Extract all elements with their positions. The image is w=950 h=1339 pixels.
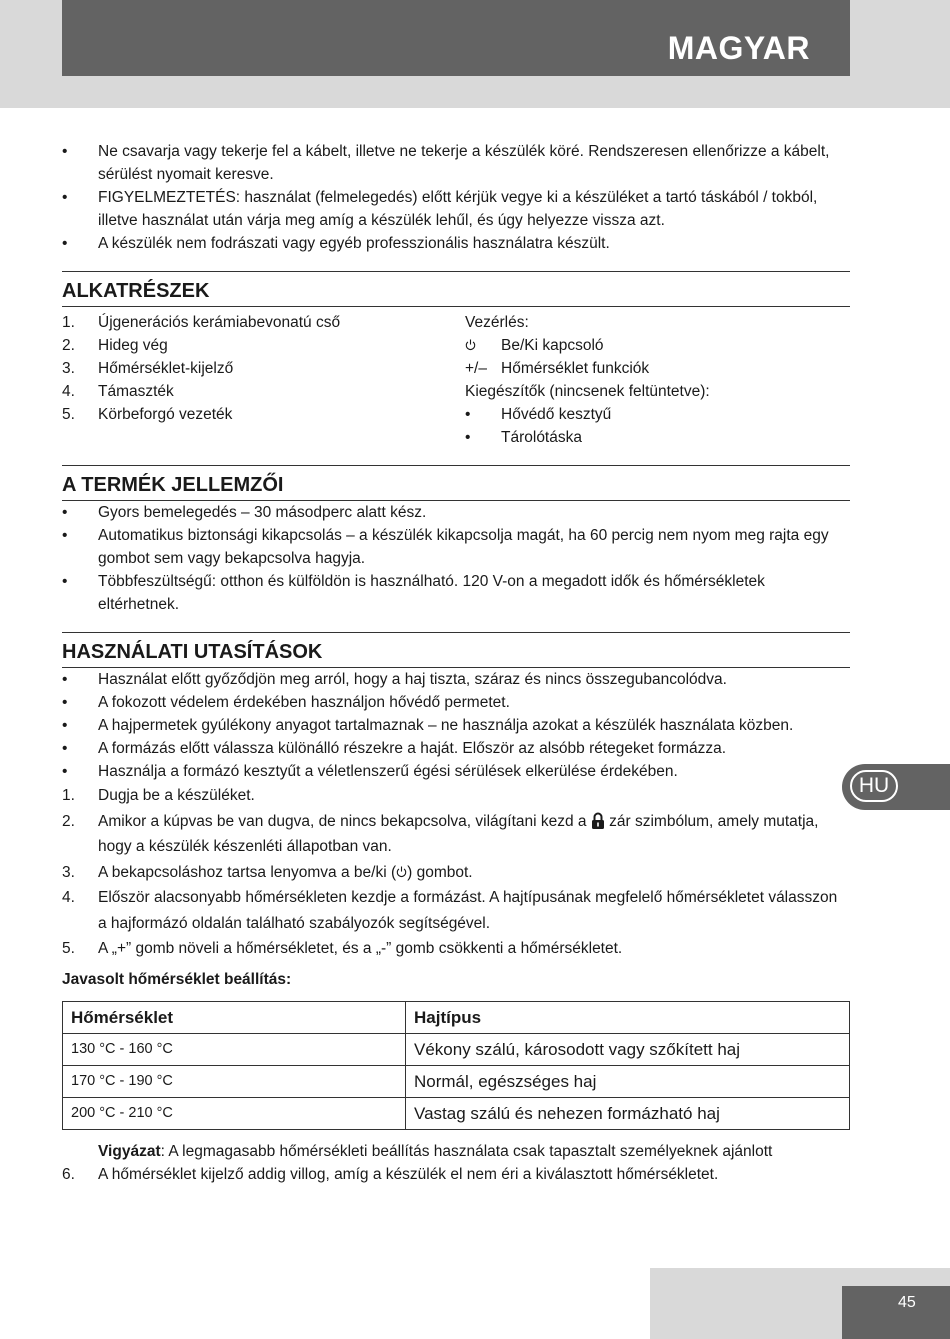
table-header-row [63,1001,850,1033]
bullet-marker: • [62,143,68,160]
list-item: 2. Hideg vég [62,337,168,354]
table-cell: Normál, egészséges haj [406,1065,850,1097]
list-item: • Használat előtt győződjön meg arról, hogy a haj tiszta, száraz és nincs összegubancolódva. [62,668,850,691]
list-item: • A hajpermetek gyúlékony anyagot tartalmaznak – ne használja azokat a készülék használata közben. [62,714,850,737]
step-item: 1. Dugja be a készüléket. [62,787,255,804]
language-title: MAGYAR [667,30,810,66]
parts-section [62,311,850,449]
plus-minus-symbol: +/– [465,360,487,377]
controls-list [465,311,850,449]
list-item: 4. Támaszték [62,383,174,400]
table-cell: 200 °C - 210 °C [63,1097,406,1129]
instructions-bullet-list [62,668,850,783]
power-icon [465,334,476,357]
step-item: 4. Először alacsonyabb hőmérsékleten kezdje a formázást. A hajtípusának megfelelő hőmérsékletet válasszon a hajformázó oldalán található szabályozók segítségével. [62,889,838,932]
list-item: • Többfeszültségű: otthon és külföldön is használható. 120 V-on a megadott idők és hőmérsékletek eltérhetnek. [62,570,850,616]
list-item: • A fokozott védelem érdekében használjon hővédő permetet. [62,691,850,714]
accessories-label: Kiegészítők (nincsenek feltüntetve): [465,383,710,400]
list-item: • A készülék nem fodrászati vagy egyéb professzionális használatra készült. [62,232,850,255]
table-row [63,1033,850,1065]
power-control-row: Be/Ki kapcsoló [465,334,850,357]
instructions-steps [62,783,850,962]
instructions-steps-continued [62,1163,850,1186]
table-cell: Vastag szálú és nehezen formázható haj [406,1097,850,1129]
list-item: • Automatikus biztonsági kikapcsolás – a készülék kikapcsolja magát, ha 60 percig nem nyom meg rajta egy gombot sem vagy bekapcsolva hagyja. [62,524,850,570]
bullet-marker: • [62,235,68,252]
bullet-marker: • [62,717,68,734]
list-item: • A formázás előtt válassza különálló részekre a haját. Először az alsóbb rétegeket formázza. [62,737,850,760]
temperature-table [62,1001,850,1130]
bullet-marker: • [62,189,68,206]
step-item: 2. Amikor a kúpvas be van dugva, de nincs bekapcsolva, világítani kezd a zár szimbólum, amely mutatja, hogy a készülék készenléti állapotban van. [62,812,819,855]
power-icon [396,864,407,881]
bullet-marker: • [62,740,68,757]
section-heading-instructions: HASZNÁLATI UTASÍTÁSOK [62,632,850,668]
page-number: 45 [898,1294,916,1311]
lock-icon [591,813,605,830]
list-item: • Hővédő kesztyű [465,403,850,426]
controls-label: Vezérlés: [465,314,529,331]
bullet-marker: • [465,429,471,446]
parts-list [62,311,465,449]
table-row [63,1065,850,1097]
section-heading-features: A TERMÉK JELLEMZŐI [62,465,850,501]
list-item: • Használja a formázó kesztyűt a véletlenszerű égési sérülések elkerülése érdekében. [62,760,850,783]
table-cell: 170 °C - 190 °C [63,1065,406,1097]
list-item: • Gyors bemelegedés – 30 másodperc alatt kész. [62,501,850,524]
features-list [62,501,850,616]
language-code: HU [850,770,898,802]
step-item: 3. A bekapcsoláshoz tartsa lenyomva a be/ki ( ) gombot. [62,863,473,881]
step-item: 6. A hőmérséklet kijelző addig villog, amíg a készülék el nem éri a kiválasztott hőmérsékletet. [62,1165,719,1183]
step-item: 5. A „+” gomb növeli a hőmérsékletet, és a „-” gomb csökkenti a hőmérsékletet. [62,940,623,957]
header-bar [62,0,850,76]
table-header-cell: Hőmérséklet [63,1001,406,1033]
list-item: • Ne csavarja vagy tekerje fel a kábelt, illetve ne tekerje a készülék köré. Rendszeresen ellenőrizze a kábelt, sérülést nyomait keresve. [62,140,850,186]
temperature-control-row: +/– Hőmérséklet funkciók [465,357,850,380]
table-header-cell: Hajtípus [406,1001,850,1033]
page-number-box [842,1286,950,1339]
page-content [62,140,850,1186]
intro-bullet-list [62,140,850,255]
bullet-marker: • [62,763,68,780]
table-cell: Vékony szálú, károsodott vagy szőkített haj [406,1033,850,1065]
table-row [63,1097,850,1129]
bullet-marker: • [62,504,68,521]
list-item: • Tárolótáska [465,426,850,449]
list-item: • FIGYELMEZTETÉS: használat (felmelegedés) előtt kérjük vegye ki a készüléket a tartó táskából / tokból, illetve használat után várja meg amíg a készülék lehűl, és úgy helyezze vissza azt. [62,186,850,232]
bullet-marker: • [62,527,68,544]
list-item: 3. Hőmérséklet-kijelző [62,360,234,377]
bullet-marker: • [62,694,68,711]
list-item: 5. Körbeforgó vezeték [62,406,233,423]
recommended-temp-heading: Javasolt hőmérséklet beállítás: [62,970,292,988]
bullet-marker: • [62,573,68,590]
bullet-marker: • [62,671,68,688]
language-side-tab [842,764,950,810]
list-item: 1. Újgenerációs kerámiabevonatú cső [62,314,341,331]
table-cell: 130 °C - 160 °C [63,1033,406,1065]
section-heading-parts: ALKATRÉSZEK [62,271,850,307]
bullet-marker: • [465,406,471,423]
warning-note: Vigyázat: A legmagasabb hőmérsékleti beállítás használata csak tapasztalt személyeknek ajánlott [98,1142,773,1160]
